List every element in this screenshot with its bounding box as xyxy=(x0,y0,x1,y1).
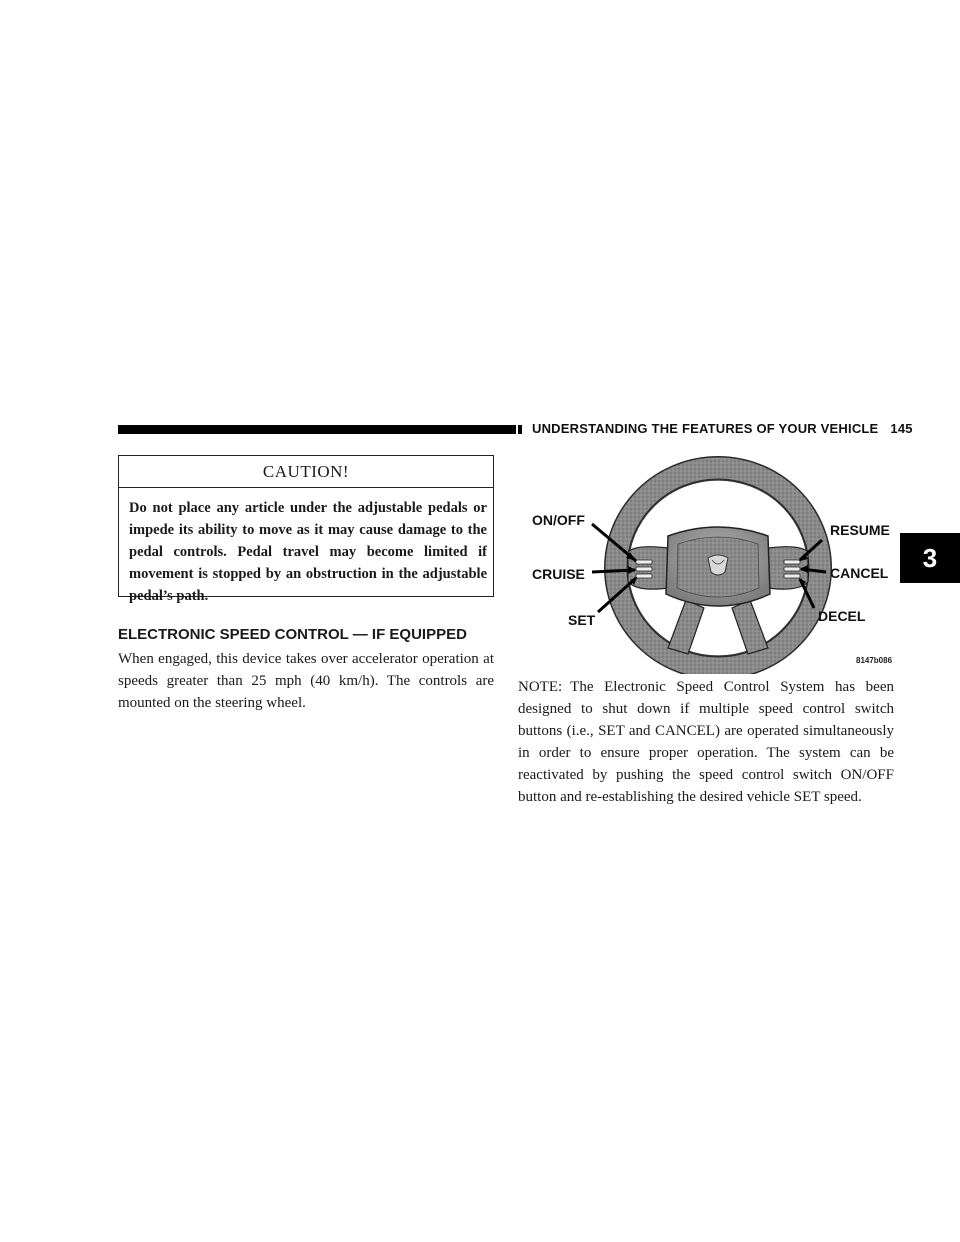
note-body: The Electronic Speed Control System has been designed to shut down if multiple speed control switch buttons (i.e., SET and CANCEL) are operated simultaneously in order to ensure proper operation. The system can be reactivated by pushing the speed control switch ON/OFF button and re-establishing the desired vehicle SET speed. xyxy=(518,679,894,805)
label-set: SET xyxy=(568,612,596,628)
steering-wheel-figure xyxy=(518,448,918,674)
section-heading: ELECTRONIC SPEED CONTROL — IF EQUIPPED xyxy=(118,626,467,643)
section-body: When engaged, this device takes over accelerator operation at speeds greater than 25 mph (40 km/h). The controls are mounted on the steering wheel. xyxy=(118,651,494,711)
label-cruise: CRUISE xyxy=(532,566,585,582)
caution-body: Do not place any article under the adjustable pedals or impede its ability to move as it may cause damage to the pedal controls. Pedal travel may become limited if movement is stopped by an obstruction in the adjustable pedal’s path. xyxy=(129,500,487,604)
page-number: 145 xyxy=(890,421,913,436)
note-label: NOTE: xyxy=(518,679,563,695)
running-header xyxy=(532,421,913,436)
label-on-off: ON/OFF xyxy=(532,512,585,528)
label-decel: DECEL xyxy=(818,608,866,624)
header-title: UNDERSTANDING THE FEATURES OF YOUR VEHICLE xyxy=(532,421,879,436)
chapter-tab: 3 xyxy=(900,533,960,583)
label-resume: RESUME xyxy=(830,522,890,538)
caution-box xyxy=(118,455,494,604)
header-rule-short xyxy=(518,425,522,434)
note-paragraph xyxy=(518,676,894,808)
steering-wheel-illustration xyxy=(518,448,918,674)
header-rule xyxy=(118,425,516,434)
caution-title: CAUTION! xyxy=(119,456,493,488)
label-cancel: CANCEL xyxy=(830,565,889,581)
figure-code: 8147b086 xyxy=(856,656,893,665)
